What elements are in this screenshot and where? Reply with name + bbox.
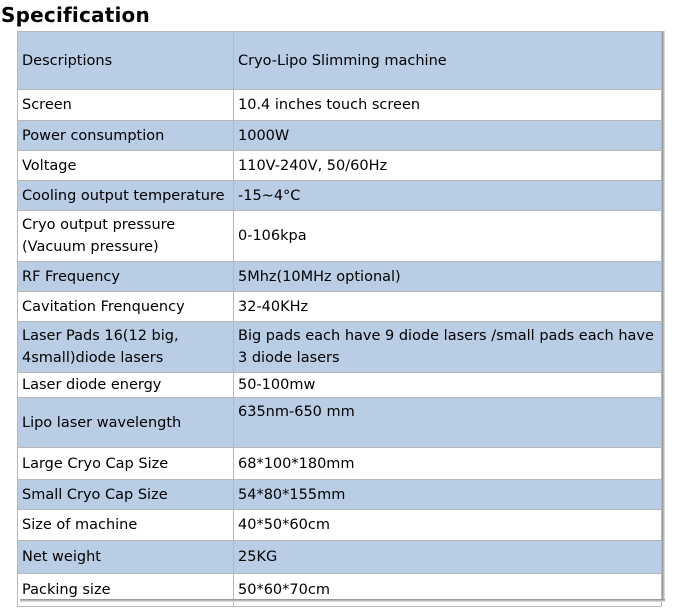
- page-title: Specification: [1, 3, 150, 27]
- spec-label: Net weight: [18, 541, 234, 574]
- spec-label: Packing size: [18, 574, 234, 607]
- spec-value: 54*80*155mm: [234, 480, 662, 510]
- table-row: [18, 32, 662, 90]
- spec-value: Cryo-Lipo Slimming machine: [234, 32, 662, 90]
- spec-label: Lipo laser wavelength: [18, 398, 234, 448]
- table-row: [18, 510, 662, 541]
- spec-value: Big pads each have 9 diode lasers /small pads each have 3 diode lasers: [234, 322, 662, 373]
- spec-value: -15~4°C: [234, 181, 662, 211]
- spec-label: Laser diode energy: [18, 373, 234, 398]
- spec-value: 0-106kpa: [234, 211, 662, 262]
- table-row: [18, 292, 662, 322]
- table-row: [18, 541, 662, 574]
- spec-label: Power consumption: [18, 121, 234, 151]
- spec-value: 10.4 inches touch screen: [234, 90, 662, 121]
- table-row: [18, 151, 662, 181]
- table-row: [18, 262, 662, 292]
- spec-label: Laser Pads 16(12 big, 4small)diode lasers: [18, 322, 234, 373]
- table-row: [18, 211, 662, 262]
- spec-label: Voltage: [18, 151, 234, 181]
- table-shadow-right: [662, 31, 665, 599]
- spec-label: Cooling output temperature: [18, 181, 234, 211]
- spec-label: Size of machine: [18, 510, 234, 541]
- spec-value: 25KG: [234, 541, 662, 574]
- spec-label: Large Cryo Cap Size: [18, 448, 234, 480]
- table-row: [18, 181, 662, 211]
- spec-label: Screen: [18, 90, 234, 121]
- table-row: [18, 398, 662, 448]
- spec-label: Cavitation Frenquency: [18, 292, 234, 322]
- spec-label: Descriptions: [18, 32, 234, 90]
- table-row: [18, 121, 662, 151]
- specification-table: [17, 31, 662, 607]
- spec-value: 50-100mw: [234, 373, 662, 398]
- table-row: [18, 322, 662, 373]
- spec-value: 68*100*180mm: [234, 448, 662, 480]
- spec-value: 40*50*60cm: [234, 510, 662, 541]
- table-row: [18, 90, 662, 121]
- spec-value: 50*60*70cm: [234, 574, 662, 607]
- spec-label: Small Cryo Cap Size: [18, 480, 234, 510]
- table-row: [18, 480, 662, 510]
- table-row: [18, 448, 662, 480]
- spec-value: 1000W: [234, 121, 662, 151]
- spec-label: Cryo output pressure (Vacuum pressure): [18, 211, 234, 262]
- spec-value: 110V-240V, 50/60Hz: [234, 151, 662, 181]
- spec-value: 635nm-650 mm: [234, 398, 662, 448]
- table-row: [18, 373, 662, 398]
- spec-value: 5Mhz(10MHz optional): [234, 262, 662, 292]
- spec-value: 32-40KHz: [234, 292, 662, 322]
- spec-label: RF Frequency: [18, 262, 234, 292]
- table-shadow-bottom: [20, 599, 665, 602]
